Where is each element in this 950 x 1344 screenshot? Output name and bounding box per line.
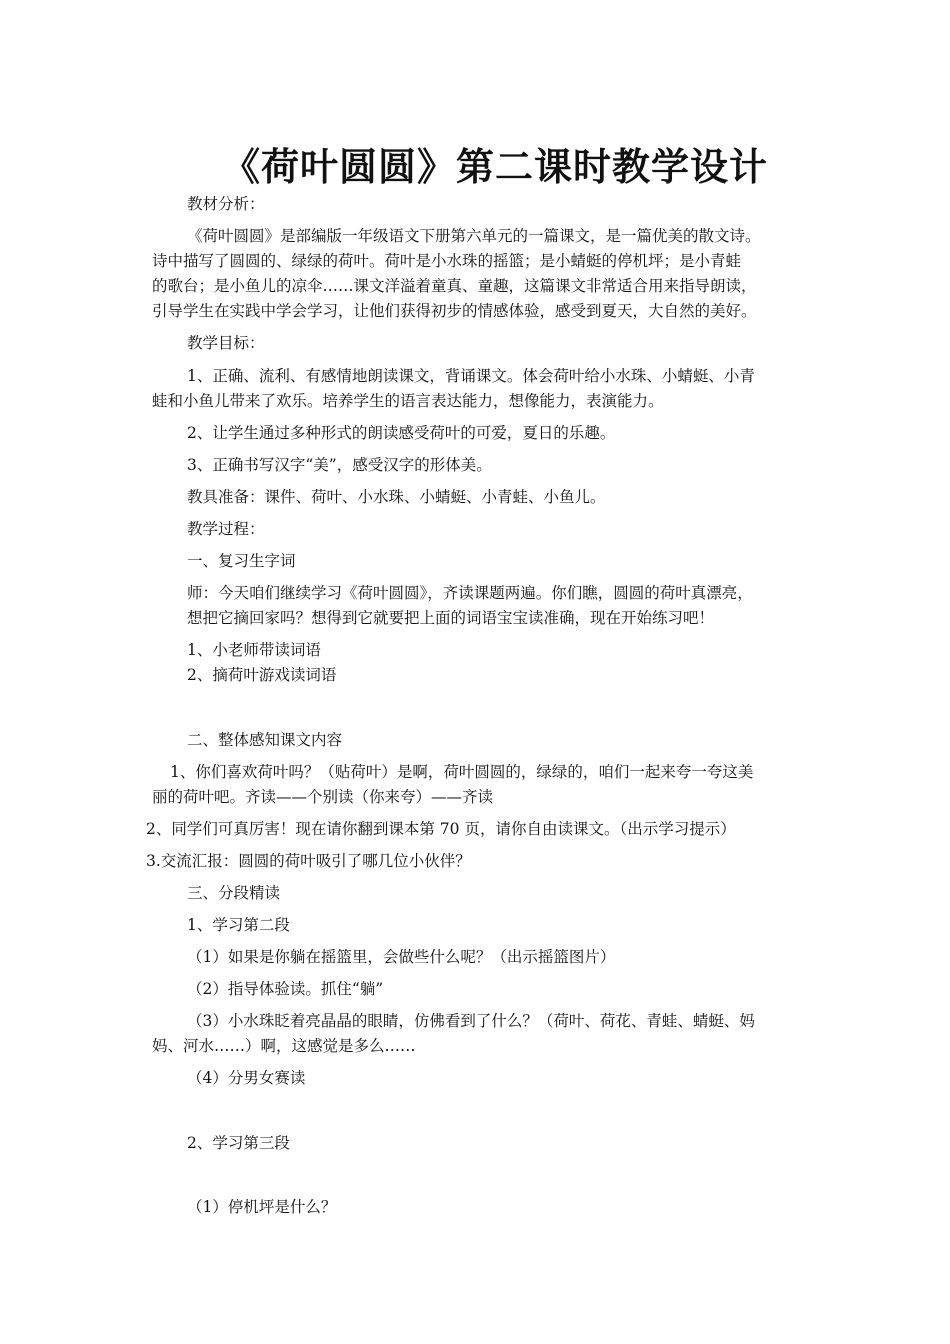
list-item: （1）如果是你躺在摇篮里，会做些什么呢？（出示摇篮图片）	[187, 948, 616, 966]
list-item: （1）停机坪是什么？	[187, 1198, 337, 1216]
paragraph-line: 想把它摘回家吗？想得到它就要把上面的词语宝宝读准确，现在开始练习吧！	[187, 609, 715, 627]
paragraph-line: 《荷叶圆圆》是部编版一年级语文下册第六单元的一篇课文，是一篇优美的散文诗。	[187, 227, 761, 245]
subsection-heading: 2、学习第三段	[187, 1134, 290, 1152]
paragraph-line: 诗中描写了圆圆的、绿绿的荷叶。荷叶是小水珠的摇篮；是小蜻蜓的停机坪；是小青蛙	[152, 252, 742, 270]
paragraph-line: 丽的荷叶吧。齐读——个别读（你来夸）——齐读	[152, 788, 494, 806]
paragraph-line: 师：今天咱们继续学习《荷叶圆圆》，齐读课题两遍。你们瞧，圆圆的荷叶真漂亮，	[187, 584, 753, 602]
list-item: 妈、河水……）啊，这感觉是多么……	[152, 1037, 416, 1055]
paragraph-line: 2、同学们可真厉害！现在请你翻到课本第 70 页，请你自由读课文。（出示学习提示）	[146, 820, 736, 838]
list-item: （3）小水珠眨着亮晶晶的眼睛，仿佛看到了什么？（荷叶、荷花、青蛙、蜻蜓、妈	[187, 1012, 755, 1030]
goal-1-line: 蛙和小鱼儿带来了欢乐。培养学生的语言表达能力，想像能力，表演能力。	[152, 392, 664, 410]
paragraph-line: 1、你们喜欢荷叶吗？（贴荷叶）是啊，荷叶圆圆的，绿绿的，咱们一起来夸一夸这美	[170, 763, 754, 781]
paragraph-line: 3.交流汇报：圆圆的荷叶吸引了哪几位小伙伴？	[146, 852, 471, 870]
section-1-heading: 一、复习生字词	[187, 552, 296, 570]
list-item: （4）分男女赛读	[187, 1069, 306, 1087]
section-3-heading: 三、分段精读	[187, 884, 281, 902]
heading-teaching-process: 教学过程：	[187, 520, 265, 538]
heading-teaching-goals: 教学目标：	[187, 334, 265, 352]
list-item: 1、小老师带读词语	[187, 641, 321, 659]
paragraph-line: 引导学生在实践中学会学习，让他们获得初步的情感体验，感受到夏天，大自然的美好。	[152, 302, 757, 320]
goal-2: 2、让学生通过多种形式的朗读感受荷叶的可爱，夏日的乐趣。	[187, 424, 616, 442]
document-title: 《荷叶圆圆》第二课时教学设计	[221, 144, 768, 189]
heading-textbook-analysis: 教材分析：	[187, 195, 265, 213]
list-item: （2）指导体验读。抓住“躺”	[187, 980, 384, 998]
subsection-heading: 1、学习第二段	[187, 916, 290, 934]
teaching-materials: 教具准备：课件、荷叶、小水珠、小蜻蜓、小青蛙、小鱼儿。	[187, 488, 606, 506]
goal-1-line: 1、正确、流利、有感情地朗读课文，背诵课文。体会荷叶给小水珠、小蜻蜓、小青	[187, 367, 755, 385]
section-2-heading: 二、整体感知课文内容	[187, 731, 343, 749]
paragraph-line: 的歌台；是小鱼儿的凉伞……课文洋溢着童真、童趣，这篇课文非常适合用来指导朗读，	[152, 277, 757, 295]
goal-3: 3、正确书写汉字“美”，感受汉字的形体美。	[187, 456, 492, 474]
list-item: 2、摘荷叶游戏读词语	[187, 666, 337, 684]
